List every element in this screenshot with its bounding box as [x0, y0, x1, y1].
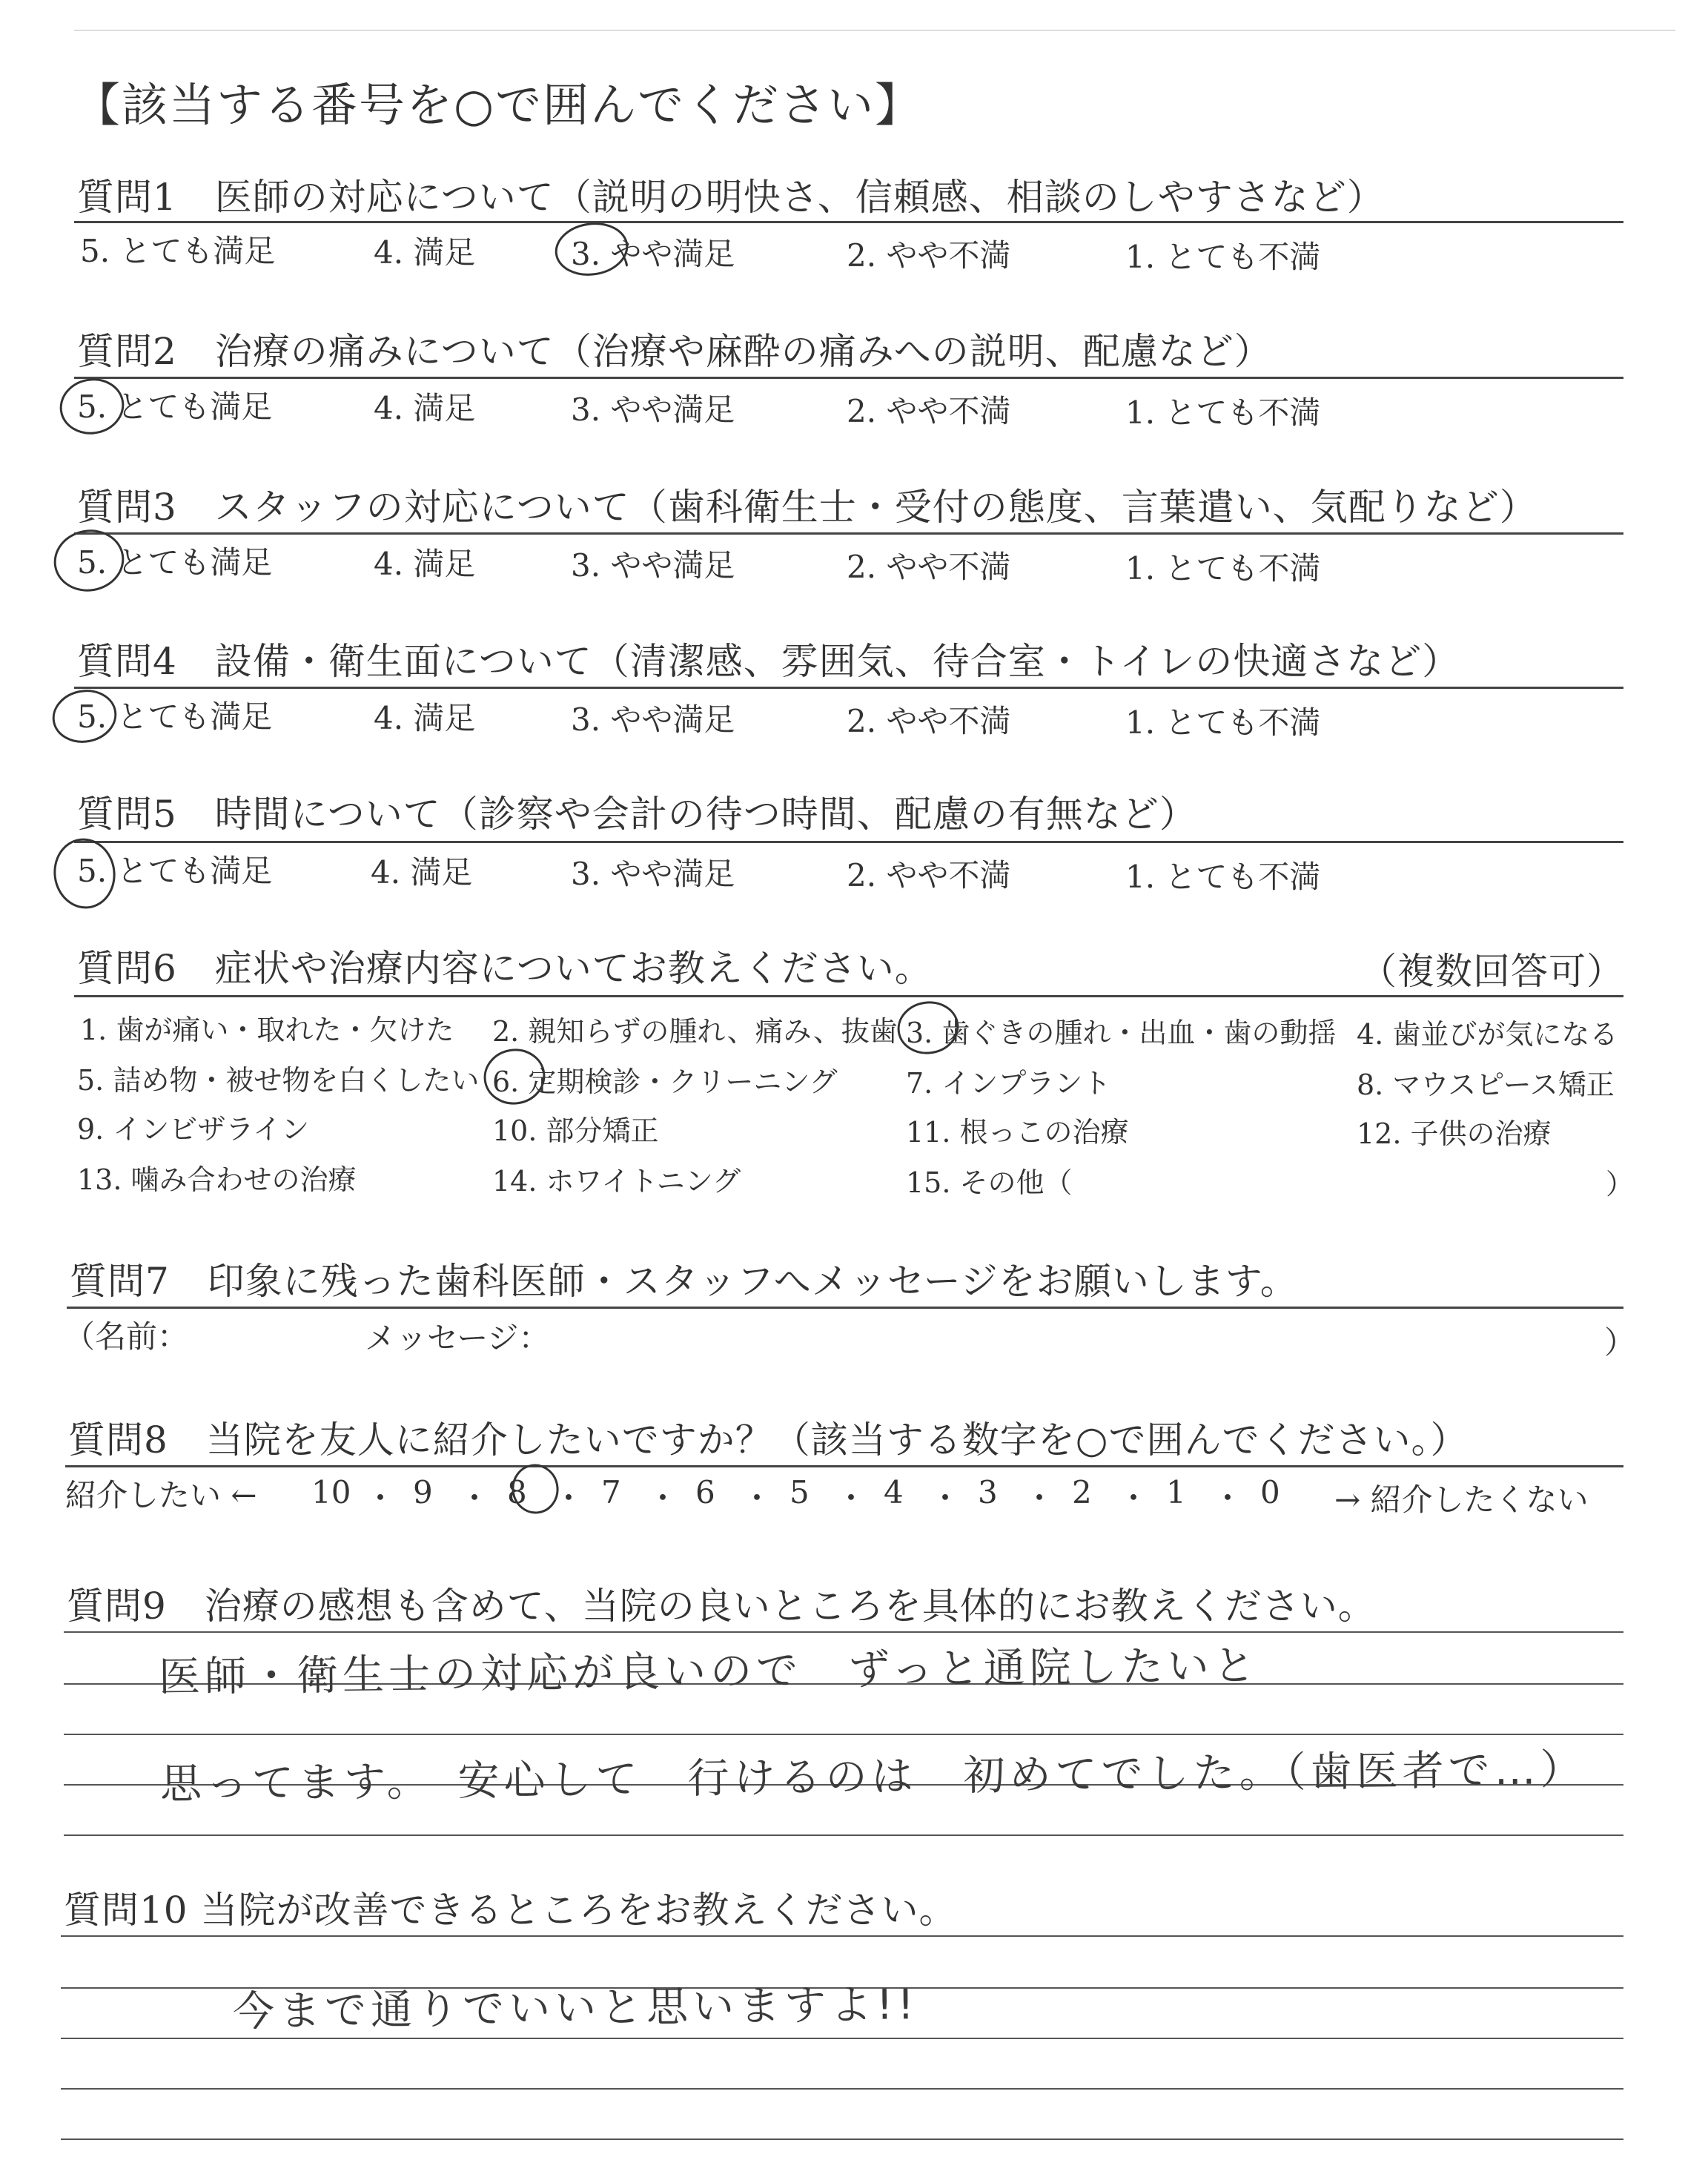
- q8-scale-1[interactable]: 1: [1166, 1474, 1186, 1510]
- q1-title: 質問1 医師の対応について（説明の明快さ、信頼感、相談のしやすさなど）: [77, 176, 1385, 219]
- q6-option-8[interactable]: 8. マウスピース矯正: [1357, 1069, 1615, 1101]
- q5-option-2[interactable]: 2. やや不満: [847, 857, 1011, 894]
- q8-scale-6[interactable]: 6: [695, 1474, 715, 1510]
- q8-right-label: → 紹介したくない: [1334, 1482, 1589, 1518]
- q8-scale-separator: ・: [459, 1480, 491, 1516]
- q8-scale-separator: ・: [835, 1480, 867, 1516]
- q8-scale-separator: ・: [741, 1480, 773, 1516]
- q3-selected-circle: [50, 526, 128, 596]
- q2-option-2[interactable]: 2. やや不満: [847, 393, 1011, 429]
- q6-option-15[interactable]: 15. その他（: [906, 1166, 1073, 1199]
- q4-option-2[interactable]: 2. やや不満: [847, 703, 1011, 739]
- q1-option-1[interactable]: 1. とても不満: [1125, 239, 1321, 275]
- q8-title: 質問8 当院を友人に紹介したいですか？（該当する数字を○で囲んでください。）: [68, 1418, 1469, 1462]
- q3-title: 質問3 スタッフの対応について（歯科衛生士・受付の態度、言葉遣い、気配りなど）: [77, 486, 1537, 529]
- q6-option-10[interactable]: 10. 部分矯正: [492, 1114, 659, 1147]
- q6-option-7[interactable]: 7. インプラント: [906, 1067, 1111, 1100]
- q8-scale-5[interactable]: 5: [790, 1474, 810, 1510]
- q6-option-6-circle: [481, 1046, 547, 1107]
- q8-scale-separator: ・: [1118, 1480, 1150, 1516]
- q3-option-1[interactable]: 1. とても不満: [1125, 550, 1321, 587]
- q7-message-label: メッセージ：: [365, 1320, 550, 1356]
- q3-option-5[interactable]: 5. とても満足: [77, 544, 273, 581]
- q6-option-9[interactable]: 9. インビザライン: [77, 1113, 310, 1146]
- q6-option-4[interactable]: 4. 歯並びが気になる: [1357, 1018, 1618, 1051]
- q8-scale-separator: ・: [1212, 1480, 1244, 1516]
- q5-selected-circle: [50, 836, 119, 911]
- q1-option-3[interactable]: 3. やや満足: [571, 236, 735, 272]
- q2-option-3[interactable]: 3. やや満足: [571, 392, 735, 428]
- q5-option-4[interactable]: 4. 満足: [371, 854, 473, 891]
- q1-selected-circle: [553, 219, 631, 280]
- q8-scale-separator: ・: [365, 1480, 397, 1516]
- q8-scale-2[interactable]: 2: [1072, 1474, 1092, 1510]
- q8-scale-separator: ・: [647, 1480, 679, 1516]
- q6-note: （複数回答可）: [1360, 950, 1624, 993]
- q7-name-label: （名前：: [64, 1318, 189, 1355]
- q9-title: 質問9 治療の感想も含めて、当院の良いところを具体的にお教えください。: [67, 1585, 1376, 1628]
- q1-option-2[interactable]: 2. やや不満: [847, 237, 1011, 274]
- q6-option-1[interactable]: 1. 歯が痛い・取れた・欠けた: [80, 1014, 454, 1046]
- q8-left-label: 紹介したい ←: [65, 1477, 257, 1513]
- q2-selected-circle: [56, 374, 127, 437]
- q6-option-13[interactable]: 13. 噛み合わせの治療: [77, 1163, 357, 1196]
- q8-scale-separator: ・: [930, 1480, 961, 1516]
- q5-option-1[interactable]: 1. とても不満: [1125, 859, 1321, 895]
- q4-selected-circle: [50, 686, 120, 747]
- q2-title: 質問2 治療の痛みについて（治療や麻酔の痛みへの説明、配慮など）: [77, 330, 1272, 373]
- q6-option-5[interactable]: 5. 詰め物・被せ物を白くしたい: [77, 1064, 480, 1097]
- q6-option-12[interactable]: 12. 子供の治療: [1357, 1117, 1552, 1150]
- q10-answer: 今まで通りでいいと思いますよ!!: [232, 1981, 919, 2036]
- q8-scale-3[interactable]: 3: [978, 1474, 998, 1510]
- q7-title: 質問7 印象に残った歯科医師・スタッフへメッセージをお願いします。: [70, 1260, 1298, 1303]
- q4-option-4[interactable]: 4. 満足: [374, 700, 476, 736]
- q8-selected-circle: [510, 1462, 560, 1516]
- q6-title: 質問6 症状や治療内容についてお教えください。: [77, 947, 933, 990]
- q2-option-4[interactable]: 4. 満足: [374, 390, 476, 426]
- q10-title: 質問10 当院が改善できるところをお教えください。: [64, 1889, 957, 1932]
- q6-option-15-close: ）: [1606, 1168, 1635, 1200]
- q2-option-5[interactable]: 5. とても満足: [77, 389, 273, 425]
- q8-scale-0[interactable]: 0: [1260, 1474, 1280, 1510]
- q4-option-5[interactable]: 5. とても満足: [77, 698, 273, 735]
- q5-option-3[interactable]: 3. やや満足: [571, 856, 735, 892]
- instruction-heading: 【該当する番号を○で囲んでください】: [74, 78, 923, 132]
- q6-option-11[interactable]: 11. 根っこの治療: [906, 1116, 1129, 1149]
- q4-option-3[interactable]: 3. やや満足: [571, 701, 735, 738]
- q8-scale-4[interactable]: 4: [884, 1474, 904, 1510]
- q8-scale-7[interactable]: 7: [601, 1474, 621, 1510]
- q1-option-5[interactable]: 5. とても満足: [80, 233, 276, 269]
- q9-answer-line-1: 医師・衛生士の対応が良いので ずっと通院したいと: [158, 1642, 1260, 1702]
- q5-option-5[interactable]: 5. とても満足: [77, 853, 273, 889]
- q3-option-3[interactable]: 3. やや満足: [571, 547, 735, 584]
- q6-option-3-circle: [896, 999, 961, 1057]
- q6-option-2[interactable]: 2. 親知らずの腫れ、痛み、抜歯: [492, 1015, 898, 1048]
- q6-option-14[interactable]: 14. ホワイトニング: [492, 1165, 741, 1198]
- q8-scale-separator: ・: [1024, 1480, 1056, 1516]
- q9-answer-line-2: 思ってます。 安心して 行けるのは 初めてでした。（歯医者で…）: [159, 1745, 1586, 1809]
- q3-option-4[interactable]: 4. 満足: [374, 546, 476, 582]
- q8-scale-10[interactable]: 10: [311, 1474, 351, 1510]
- q1-option-4[interactable]: 4. 満足: [374, 234, 476, 271]
- q7-close: ）: [1604, 1324, 1636, 1361]
- q4-option-1[interactable]: 1. とても不満: [1125, 704, 1321, 741]
- q8-scale-8[interactable]: 8: [507, 1474, 527, 1510]
- q2-option-1[interactable]: 1. とても不満: [1125, 394, 1321, 431]
- q8-scale-separator: ・: [553, 1480, 585, 1516]
- q4-title: 質問4 設備・衛生面について（清潔感、雰囲気、待合室・トイレの快適さなど）: [77, 640, 1460, 683]
- q8-scale-9[interactable]: 9: [413, 1474, 433, 1510]
- q5-title: 質問5 時間について（診察や会計の待つ時間、配慮の有無など）: [77, 793, 1197, 836]
- q6-option-6[interactable]: 6. 定期検診・クリーニング: [492, 1066, 838, 1098]
- q3-option-2[interactable]: 2. やや不満: [847, 549, 1011, 585]
- q6-option-3[interactable]: 3. 歯ぐきの腫れ・出血・歯の動揺: [906, 1017, 1337, 1049]
